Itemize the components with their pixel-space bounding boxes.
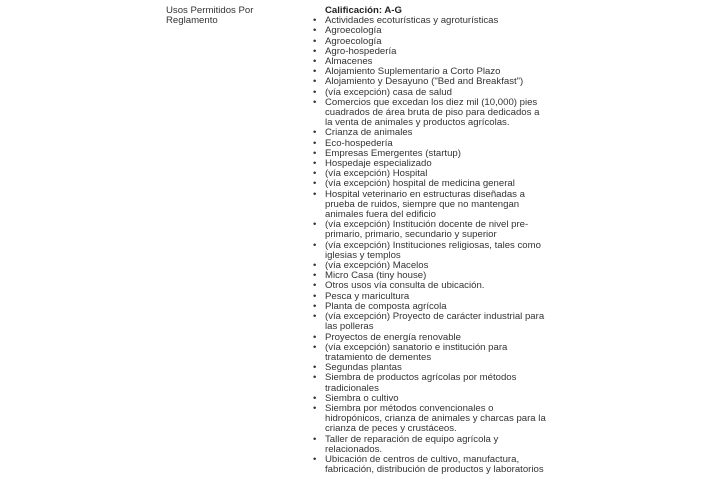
list-item: • (vía excepción) hospital de medicina general: [311, 179, 546, 189]
list-item: • Empresas Emergentes (startup): [311, 149, 546, 159]
list-item: • Alojamiento y Desayuno ("Bed and Breakfast"): [311, 77, 546, 87]
classification-heading: Calificación: A-G: [325, 5, 402, 16]
list-item: • Otros usos vía consulta de ubicación.: [311, 281, 546, 291]
permitted-uses-panel: [311, 6, 546, 475]
permitted-uses-list: [311, 16, 546, 475]
list-item: • Agro-hospedería: [311, 47, 546, 57]
list-item: • Planta de composta agrícola: [311, 302, 546, 312]
list-item: • Segundas plantas: [311, 363, 546, 373]
list-item: • (vía excepción) Macelos: [311, 261, 546, 271]
list-item: • Micro Casa (tiny house): [311, 271, 546, 281]
list-item: • (vía excepción) Instituciones religiosas, tales como iglesias y templos: [311, 241, 546, 261]
section-label: Usos Permitidos Por Reglamento: [166, 5, 254, 27]
list-item: • Hospedaje especializado: [311, 159, 546, 169]
list-item: • (vía excepción) Hospital: [311, 169, 546, 179]
list-item: • (vía excepción) Institución docente de nivel pre-primario, primario, secundario y superior: [311, 220, 546, 240]
list-item: • (vía excepción) sanatorio e institución para tratamiento de dementes: [311, 343, 546, 363]
list-item: • (vía excepción) Proyecto de carácter industrial para las polleras: [311, 312, 546, 332]
list-item: • Siembra por métodos convencionales o hidropónicos, crianza de animales y charcas para la crianza de peces y crustáceos.: [311, 404, 546, 435]
list-item: • Alojamiento Suplementario a Corto Plazo: [311, 67, 546, 77]
list-item: • Taller de reparación de equipo agrícola y relacionados.: [311, 435, 546, 455]
list-item: • Crianza de animales: [311, 128, 546, 138]
list-item: • Hospital veterinario en estructuras diseñadas a prueba de ruidos, siempre que no mantengan animales fuera del edificio: [311, 190, 546, 221]
list-item: • Actividades ecoturísticas y agroturísticas: [311, 16, 546, 26]
list-item: • Proyectos de energía renovable: [311, 333, 546, 343]
list-item: • Agroecología: [311, 26, 546, 36]
list-item: • Comercios que excedan los diez mil (10,000) pies cuadrados de área bruta de piso para dedicados a la venta de animales y productos agrícolas.: [311, 98, 546, 129]
list-item: • Eco-hospedería: [311, 139, 546, 149]
list-item: • Almacenes: [311, 57, 546, 67]
list-item: • Siembra de productos agrícolas por métodos tradicionales: [311, 373, 546, 393]
list-item: • Agroecología: [311, 37, 546, 47]
list-item: • Siembra o cultivo: [311, 394, 546, 404]
list-item: • Ubicación de centros de cultivo, manufactura, fabricación, distribución de productos y laboratorios: [311, 455, 546, 475]
list-item: • (vía excepción) casa de salud: [311, 88, 546, 98]
list-item: • Pesca y maricultura: [311, 292, 546, 302]
